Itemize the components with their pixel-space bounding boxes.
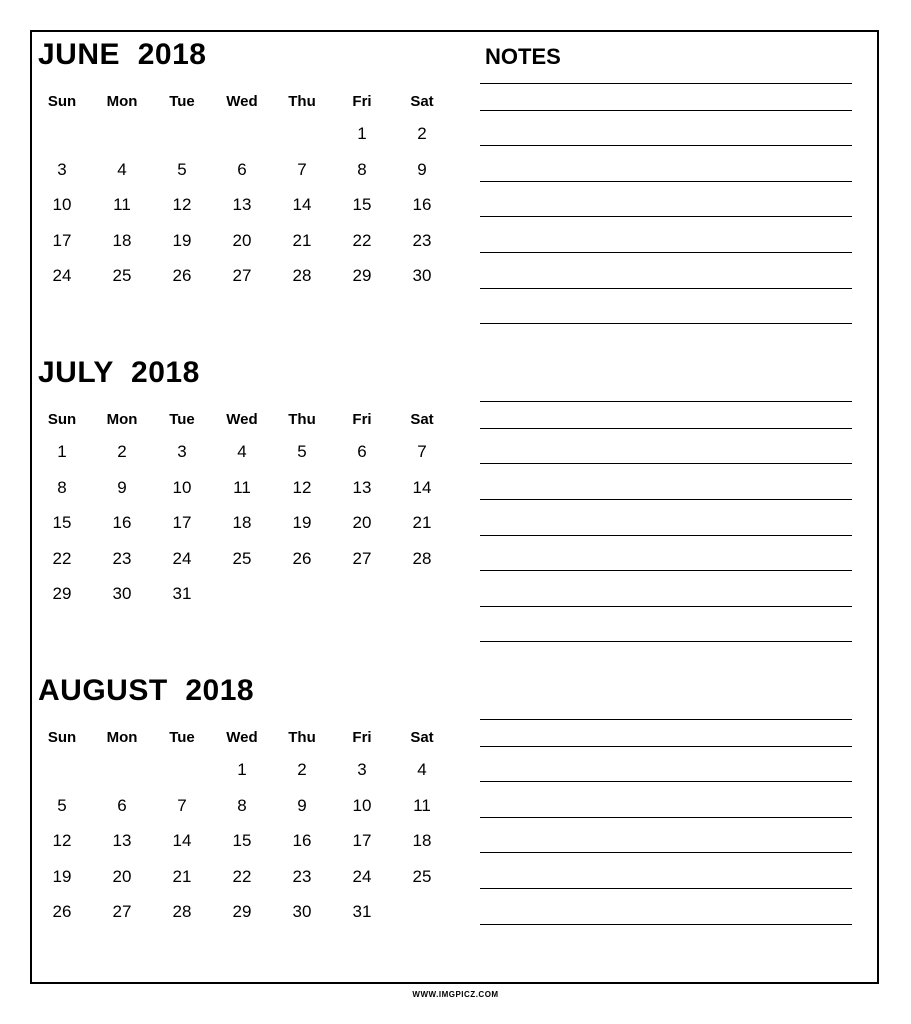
date-cell: 18 <box>412 831 432 851</box>
date-cell: 19 <box>292 513 312 533</box>
note-line <box>480 817 852 818</box>
date-cell: 17 <box>172 513 192 533</box>
date-cell: 27 <box>112 902 132 922</box>
weekday-tue: Tue <box>169 411 195 428</box>
weekday-thu: Thu <box>288 729 316 746</box>
date-cell: 24 <box>52 266 72 286</box>
date-cell: 29 <box>352 266 372 286</box>
date-cell: 6 <box>237 159 247 179</box>
note-line <box>480 719 852 720</box>
date-cell: 30 <box>292 902 312 922</box>
date-cell: 11 <box>413 795 431 815</box>
month-title: JULY 2018 <box>38 356 200 389</box>
note-line <box>480 570 852 571</box>
date-cell: 7 <box>417 442 427 461</box>
note-line <box>480 288 852 289</box>
date-cell: 5 <box>297 442 307 461</box>
date-cell: 13 <box>352 477 372 497</box>
note-line <box>480 463 852 464</box>
note-line <box>480 852 852 853</box>
weekday-fri: Fri <box>352 411 372 428</box>
note-line <box>480 781 852 782</box>
date-cell: 14 <box>172 831 192 851</box>
note-line <box>480 145 852 146</box>
date-cell: 27 <box>232 266 252 286</box>
note-line <box>480 606 852 607</box>
date-cell: 18 <box>112 230 132 250</box>
date-cell: 6 <box>117 795 127 815</box>
weekday-fri: Fri <box>352 729 372 746</box>
weekday-thu: Thu <box>288 93 316 110</box>
date-cell: 20 <box>112 866 132 886</box>
date-cell: 12 <box>172 195 192 215</box>
date-cell: 23 <box>112 548 132 568</box>
note-line <box>480 746 852 747</box>
month-title: JUNE 2018 <box>38 38 207 71</box>
date-cell: 19 <box>172 230 192 250</box>
notes-title: NOTES <box>485 44 561 69</box>
date-cell: 20 <box>352 513 372 533</box>
date-cell: 21 <box>412 513 432 533</box>
date-cell: 25 <box>112 266 132 286</box>
date-cell: 14 <box>412 477 432 497</box>
date-cell: 13 <box>232 195 252 215</box>
weekday-sun: Sun <box>47 729 77 746</box>
date-cell: 24 <box>352 866 372 886</box>
date-cell: 30 <box>112 584 132 604</box>
month-title: AUGUST 2018 <box>38 674 255 707</box>
note-line <box>480 641 852 642</box>
date-cell: 10 <box>172 477 192 497</box>
date-cell: 17 <box>52 230 72 250</box>
weekday-header <box>32 411 452 431</box>
date-cell: 26 <box>52 902 72 922</box>
date-cell: 3 <box>57 159 67 179</box>
date-cell: 15 <box>352 195 372 215</box>
date-cell: 4 <box>417 760 427 779</box>
weekday-wed: Wed <box>226 729 258 746</box>
weekday-header <box>32 729 452 749</box>
date-cell: 8 <box>57 477 67 497</box>
date-cell: 27 <box>352 548 372 568</box>
date-cell: 3 <box>357 760 367 779</box>
date-cell: 5 <box>177 159 187 179</box>
date-cell: 25 <box>412 866 432 886</box>
note-line <box>480 83 852 84</box>
date-cell: 21 <box>172 866 192 886</box>
date-cell: 20 <box>232 230 252 250</box>
date-cell: 7 <box>297 159 307 179</box>
date-cell: 5 <box>57 795 67 815</box>
month-june <box>32 40 452 300</box>
note-line <box>480 535 852 536</box>
date-cell: 16 <box>112 513 132 533</box>
date-cell: 22 <box>52 548 72 568</box>
date-cell: 4 <box>117 159 127 179</box>
note-line <box>480 924 852 925</box>
date-cell: 16 <box>292 831 312 851</box>
date-cell: 31 <box>352 902 372 922</box>
date-cell: 2 <box>297 760 307 779</box>
date-cell: 2 <box>417 124 427 143</box>
date-cell: 9 <box>117 477 127 497</box>
weekday-wed: Wed <box>226 411 258 428</box>
date-cell: 1 <box>237 760 247 779</box>
month-august <box>32 676 452 936</box>
note-line <box>480 110 852 111</box>
date-cell: 26 <box>172 266 192 286</box>
date-cell: 23 <box>292 866 312 886</box>
date-cell: 14 <box>292 195 312 215</box>
note-line <box>480 499 852 500</box>
date-cell: 9 <box>417 159 427 179</box>
weekday-header <box>32 93 452 113</box>
note-line <box>480 252 852 253</box>
date-cell: 16 <box>412 195 432 215</box>
date-cell: 19 <box>52 866 72 886</box>
weekday-tue: Tue <box>169 729 195 746</box>
date-cell: 11 <box>233 477 251 497</box>
date-cell: 8 <box>357 159 367 179</box>
weekday-mon: Mon <box>106 729 138 746</box>
date-cell: 22 <box>352 230 372 250</box>
date-cell: 13 <box>112 831 132 851</box>
date-cell: 31 <box>172 584 192 604</box>
date-cell: 22 <box>232 866 252 886</box>
date-cell: 4 <box>237 442 247 461</box>
month-july <box>32 358 452 618</box>
date-cell: 18 <box>232 513 252 533</box>
note-line <box>480 401 852 402</box>
date-cell: 2 <box>117 442 127 461</box>
date-cell: 23 <box>412 230 432 250</box>
weekday-sat: Sat <box>410 411 434 428</box>
weekday-mon: Mon <box>106 93 138 110</box>
date-cell: 12 <box>292 477 312 497</box>
weekday-mon: Mon <box>106 411 138 428</box>
date-cell: 10 <box>352 795 372 815</box>
weekday-thu: Thu <box>288 411 316 428</box>
weekday-sat: Sat <box>410 729 434 746</box>
date-cell: 25 <box>232 548 252 568</box>
date-cell: 15 <box>232 831 252 851</box>
date-cell: 30 <box>412 266 432 286</box>
date-cell: 1 <box>357 124 367 143</box>
date-cell: 29 <box>52 584 72 604</box>
note-line <box>480 323 852 324</box>
weekday-sun: Sun <box>47 93 77 110</box>
footer-url: WWW.IMGPICZ.COM <box>412 990 499 999</box>
date-cell: 3 <box>177 442 187 461</box>
date-cell: 7 <box>177 795 187 815</box>
note-line <box>480 181 852 182</box>
date-cell: 21 <box>292 230 312 250</box>
weekday-wed: Wed <box>226 93 258 110</box>
weekday-sat: Sat <box>410 93 434 110</box>
date-cell: 26 <box>292 548 312 568</box>
note-line <box>480 216 852 217</box>
date-cell: 24 <box>172 548 192 568</box>
date-cell: 29 <box>232 902 252 922</box>
date-cell: 17 <box>352 831 372 851</box>
note-line <box>480 888 852 889</box>
note-line <box>480 428 852 429</box>
date-cell: 12 <box>52 831 72 851</box>
date-cell: 28 <box>412 548 432 568</box>
weekday-tue: Tue <box>169 93 195 110</box>
date-cell: 6 <box>357 442 367 461</box>
weekday-sun: Sun <box>47 411 77 428</box>
date-cell: 10 <box>52 195 72 215</box>
date-cell: 1 <box>57 442 67 461</box>
date-cell: 11 <box>113 195 131 215</box>
weekday-fri: Fri <box>352 93 372 110</box>
date-cell: 28 <box>292 266 312 286</box>
date-cell: 15 <box>52 513 72 533</box>
date-cell: 8 <box>237 795 247 815</box>
date-cell: 9 <box>297 795 307 815</box>
date-cell: 28 <box>172 902 192 922</box>
